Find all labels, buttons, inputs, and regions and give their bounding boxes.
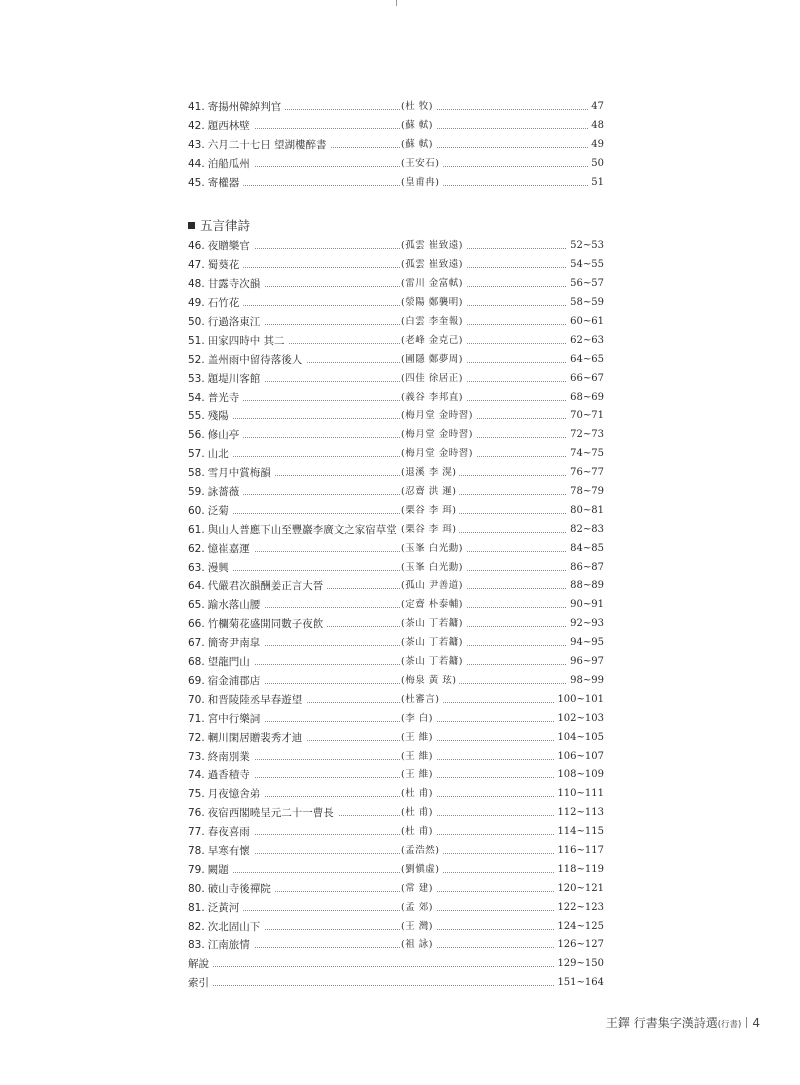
entry-page: 92~93 [567, 615, 604, 634]
entry-number: 83. [188, 939, 205, 952]
entry-author: (栗谷 李 珥) [400, 521, 459, 540]
toc-entry [188, 785, 604, 804]
entry-author: (茶山 丁若鏞) [400, 653, 466, 672]
entry-page: 126~127 [554, 936, 604, 955]
entry-title: 簡寄尹南皐 [207, 637, 261, 650]
entry-number: 56. [188, 429, 205, 442]
entry-title-group [188, 936, 254, 955]
entry-page: 50 [588, 155, 604, 174]
entry-number: 67. [188, 637, 205, 650]
entry-page: 47 [588, 98, 604, 117]
dot-leader [188, 418, 604, 419]
toc-entry [188, 483, 604, 502]
entry-page: 62~63 [567, 332, 604, 351]
entry-number: 47. [188, 259, 205, 272]
entry-author: (祖 詠) [400, 936, 436, 955]
entry-title: 夜宿西閣曉呈元二十一曹長 [207, 807, 334, 820]
entry-page: 68~69 [567, 389, 604, 408]
entry-page: 64~65 [567, 351, 604, 370]
entry-title-group [188, 596, 264, 615]
entry-author: (皇甫冉) [400, 174, 442, 193]
toc-entry [188, 918, 604, 937]
entry-page: 112~113 [554, 804, 604, 823]
entry-title: 泛菊 [207, 504, 229, 517]
entry-author: (常 建) [400, 880, 436, 899]
entry-number: 69. [188, 674, 205, 687]
entry-title-group [188, 117, 254, 136]
entry-number: 52. [188, 353, 205, 366]
toc-entry [188, 275, 604, 294]
entry-author: (白雲 李奎報) [400, 313, 466, 332]
entry-title: 石竹花 [207, 297, 240, 310]
entry-title-group [188, 861, 233, 880]
entry-number: 43. [188, 138, 205, 151]
dot-leader [188, 185, 604, 186]
toc-entry [188, 729, 604, 748]
entry-title: 泛黃河 [207, 901, 240, 914]
entry-author: (退溪 李 滉) [400, 464, 459, 483]
entry-author: (杜 甫) [400, 785, 436, 804]
toc-entry [188, 389, 604, 408]
toc-entry [188, 861, 604, 880]
entry-page: 129~150 [554, 955, 604, 974]
entry-title-group [188, 483, 243, 502]
section-heading-label: 五言律詩 [200, 218, 251, 234]
entry-author: (杜 甫) [400, 823, 436, 842]
entry-page: 60~61 [567, 313, 604, 332]
entry-author: (王 維) [400, 729, 436, 748]
dot-leader [188, 872, 604, 873]
entry-page: 106~107 [554, 748, 604, 767]
toc-entry [188, 502, 604, 521]
dot-leader [188, 513, 604, 514]
entry-title: 蜀葵花 [207, 259, 240, 272]
entry-title: 江南旅情 [207, 939, 250, 952]
entry-title: 次北固山下 [207, 920, 261, 933]
entry-author: (王 灣) [400, 918, 436, 937]
entry-title-group [188, 653, 254, 672]
entry-title: 漫興 [207, 561, 229, 574]
entry-title-group [188, 275, 264, 294]
entry-title-group [188, 729, 306, 748]
entry-page: 116~117 [554, 842, 604, 861]
entry-number: 62. [188, 542, 205, 555]
entry-number: 57. [188, 448, 205, 461]
entry-number: 81. [188, 901, 205, 914]
entry-author: (李 白) [400, 710, 436, 729]
entry-title-group [188, 502, 233, 521]
entry-author: (梅月堂 金時習) [400, 407, 476, 426]
toc-entry [188, 521, 604, 540]
entry-page: 74~75 [567, 445, 604, 464]
entry-title: 憶崔嘉運 [207, 542, 250, 555]
footer-subtitle: (行書) [717, 1020, 742, 1030]
entry-author: (定齋 朴泰輔) [400, 596, 466, 615]
entry-author: (王 維) [400, 766, 436, 785]
entry-title: 月夜憶舍弟 [207, 788, 261, 801]
entry-title: 踰水落山腰 [207, 599, 261, 612]
entry-title: 甘露寺次韻 [207, 278, 261, 291]
entry-title-group [188, 426, 243, 445]
entry-title-group [188, 174, 243, 193]
toc-entry [188, 237, 604, 256]
entry-title-group [188, 155, 254, 174]
entry-number: 53. [188, 372, 205, 385]
toc-entry [188, 98, 604, 117]
entry-page: 120~121 [554, 880, 604, 899]
toc-entry [188, 577, 604, 596]
entry-number: 55. [188, 410, 205, 423]
entry-page: 49 [588, 136, 604, 155]
entry-title: 泊船瓜州 [207, 157, 250, 170]
dot-leader [188, 456, 604, 457]
entry-title: 宮中行樂詞 [207, 712, 261, 725]
toc-entry [188, 445, 604, 464]
entry-author: (義谷 李邦直) [400, 389, 466, 408]
entry-page: 82~83 [567, 521, 604, 540]
entry-page: 51 [588, 174, 604, 193]
entry-number: 60. [188, 504, 205, 517]
entry-author: (滎陽 鄭襲明) [400, 294, 466, 313]
entry-title: 早寒有懷 [207, 844, 250, 857]
square-bullet-icon [188, 222, 195, 229]
entry-title: 和晋陵陸丞早春遊望 [207, 693, 303, 706]
toc-entry [188, 464, 604, 483]
entry-title: 雪月中賞梅韻 [207, 467, 271, 480]
entry-author: (玉峯 白光勳) [400, 559, 466, 578]
entry-page: 114~115 [554, 823, 604, 842]
entry-title-group [188, 955, 213, 974]
entry-number: 44. [188, 157, 205, 170]
entry-title: 田家四時中 其二 [207, 334, 285, 347]
entry-title: 夜贈樂官 [207, 240, 250, 253]
entry-number: 74. [188, 769, 205, 782]
entry-title-group [188, 559, 233, 578]
entry-title-group [188, 899, 243, 918]
entry-number: 58. [188, 467, 205, 480]
entry-page: 54~55 [567, 256, 604, 275]
entry-page: 98~99 [567, 672, 604, 691]
entry-author: (老峰 金克己) [400, 332, 466, 351]
toc-entry [188, 672, 604, 691]
entry-title-group [188, 842, 254, 861]
entry-number: 68. [188, 656, 205, 669]
toc-entry [188, 174, 604, 193]
entry-number: 76. [188, 807, 205, 820]
toc-entry [188, 974, 604, 993]
toc-entry [188, 766, 604, 785]
entry-author: (杜 牧) [400, 98, 436, 117]
entry-title: 闕題 [207, 863, 229, 876]
toc-entry [188, 710, 604, 729]
dot-leader [188, 400, 604, 401]
toc-entry [188, 936, 604, 955]
entry-number: 75. [188, 788, 205, 801]
toc-list-continued [188, 98, 604, 192]
entry-number: 66. [188, 618, 205, 631]
dot-leader [188, 570, 604, 571]
entry-page: 108~109 [554, 766, 604, 785]
entry-page: 58~59 [567, 294, 604, 313]
entry-author: (梅月堂 金時習) [400, 445, 476, 464]
toc-entry [188, 634, 604, 653]
entry-page: 94~95 [567, 634, 604, 653]
entry-author: (茶山 丁若鏞) [400, 615, 466, 634]
entry-title: 竹欄菊花盛開同數子夜飮 [207, 618, 324, 631]
toc-entry [188, 294, 604, 313]
entry-page: 76~77 [567, 464, 604, 483]
entry-number: 72. [188, 731, 205, 744]
entry-author: (杜 甫) [400, 804, 436, 823]
page-footer [606, 1014, 760, 1031]
entry-author: (劉愼虛) [400, 861, 442, 880]
entry-title-group [188, 710, 264, 729]
entry-author: (孟 郊) [400, 899, 436, 918]
entry-title-group [188, 918, 264, 937]
entry-title: 修山亭 [207, 429, 240, 442]
entry-number: 51. [188, 334, 205, 347]
dot-leader [188, 966, 604, 967]
dot-leader [188, 267, 604, 268]
entry-page: 124~125 [554, 918, 604, 937]
entry-number: 49. [188, 297, 205, 310]
entry-page: 66~67 [567, 370, 604, 389]
entry-number: 79. [188, 863, 205, 876]
entry-title-group [188, 615, 327, 634]
entry-title-group [188, 294, 243, 313]
entry-title-group [188, 521, 401, 540]
entry-number: 54. [188, 391, 205, 404]
toc-entry [188, 351, 604, 370]
toc-entry [188, 370, 604, 389]
toc-entry [188, 691, 604, 710]
entry-title-group [188, 256, 243, 275]
toc-entry [188, 117, 604, 136]
toc-entry [188, 155, 604, 174]
toc-entry [188, 842, 604, 861]
entry-page: 96~97 [567, 653, 604, 672]
entry-number: 71. [188, 712, 205, 725]
entry-title: 索引 [188, 977, 209, 990]
entry-title: 望龍門山 [207, 656, 250, 669]
entry-title-group [188, 804, 338, 823]
toc-entry [188, 256, 604, 275]
entry-title-group [188, 351, 306, 370]
entry-page: 84~85 [567, 540, 604, 559]
entry-author: (玉峯 白光勳) [400, 540, 466, 559]
entry-page: 104~105 [554, 729, 604, 748]
entry-author: (栗谷 李 珥) [400, 502, 459, 521]
entry-title: 破山寺後禪院 [207, 882, 271, 895]
entry-number: 70. [188, 693, 205, 706]
entry-title: 輞川閑居贈裴秀才迪 [207, 731, 303, 744]
entry-title: 題堤川客館 [207, 372, 261, 385]
toc-entry [188, 899, 604, 918]
entry-author: (梅月堂 金時習) [400, 426, 476, 445]
footer-book-title: 王鐸 行書集字漢詩選 [605, 1016, 718, 1030]
entry-title-group [188, 785, 264, 804]
toc-entry [188, 559, 604, 578]
entry-page: 80~81 [567, 502, 604, 521]
entry-number: 78. [188, 844, 205, 857]
entry-title-group [188, 634, 264, 653]
toc-entry [188, 313, 604, 332]
entry-author: (圃隱 鄭夢周) [400, 351, 466, 370]
entry-number: 50. [188, 316, 205, 329]
entry-title-group [188, 237, 254, 256]
entry-author: (忍齋 洪 暹) [400, 483, 459, 502]
entry-title-group [188, 691, 306, 710]
entry-number: 77. [188, 826, 205, 839]
entry-title: 普光寺 [207, 391, 240, 404]
entry-title-group [188, 880, 275, 899]
entry-author: (杜審言) [400, 691, 442, 710]
entry-title-group [188, 748, 254, 767]
entry-number: 73. [188, 750, 205, 763]
dot-leader [188, 910, 604, 911]
entry-number: 48. [188, 278, 205, 291]
entry-author: (孤雲 崔致遠) [400, 256, 466, 275]
toc-entry [188, 426, 604, 445]
entry-page: 110~111 [554, 785, 604, 804]
dot-leader [188, 437, 604, 438]
entry-title: 六月二十七日 望湖樓醉書 [207, 138, 327, 151]
entry-author: (孟浩然) [400, 842, 442, 861]
entry-author: (茶山 丁若鏞) [400, 634, 466, 653]
entry-page: 72~73 [567, 426, 604, 445]
entry-title: 行過洛東江 [207, 316, 261, 329]
entry-title-group [188, 313, 264, 332]
entry-page: 118~119 [554, 861, 604, 880]
entry-author: (蘇 軾) [400, 136, 436, 155]
entry-page: 122~123 [554, 899, 604, 918]
entry-number: 82. [188, 920, 205, 933]
entry-page: 48 [588, 117, 604, 136]
entry-page: 56~57 [567, 275, 604, 294]
entry-title-group [188, 766, 254, 785]
toc-entry [188, 540, 604, 559]
entry-author: (孤山 尹善道) [400, 577, 466, 596]
entry-page: 78~79 [567, 483, 604, 502]
entry-title: 寄權器 [207, 176, 240, 189]
entry-title-group [188, 136, 331, 155]
entry-page: 151~164 [554, 974, 604, 993]
entry-number: 61. [188, 523, 205, 536]
entry-number: 45. [188, 176, 205, 189]
entry-title: 題西林壁 [207, 119, 250, 132]
toc-entry [188, 748, 604, 767]
entry-title-group [188, 389, 243, 408]
entry-title-group [188, 445, 233, 464]
entry-number: 59. [188, 486, 205, 499]
entry-number: 80. [188, 882, 205, 895]
entry-title: 解說 [188, 958, 209, 971]
entry-page: 88~89 [567, 577, 604, 596]
entry-page: 70~71 [567, 407, 604, 426]
entry-author: (四佳 徐居正) [400, 370, 466, 389]
toc-entry [188, 332, 604, 351]
toc-entry [188, 407, 604, 426]
entry-title-group [188, 464, 275, 483]
toc-entry [188, 880, 604, 899]
entry-title: 過香積寺 [207, 769, 250, 782]
entry-title: 盖州雨中留待落後人 [207, 353, 303, 366]
entry-title: 詠薔薇 [207, 486, 240, 499]
dot-leader [188, 494, 604, 495]
entry-page: 102~103 [554, 710, 604, 729]
toc-entry [188, 615, 604, 634]
entry-number: 63. [188, 561, 205, 574]
entry-title: 宿金浦郡店 [207, 674, 261, 687]
entry-title: 與山人普應下山至豐巖李廣文之家宿草堂 [207, 523, 397, 536]
entry-page: 52~53 [567, 237, 604, 256]
dot-leader [188, 985, 604, 986]
entry-title-group [188, 672, 264, 691]
entry-author: (蘇 軾) [400, 117, 436, 136]
dot-leader [188, 305, 604, 306]
entry-title: 終南別業 [207, 750, 250, 763]
entry-title: 春夜喜雨 [207, 826, 250, 839]
crop-mark [396, 0, 397, 6]
entry-page: 86~87 [567, 559, 604, 578]
entry-page: 100~101 [554, 691, 604, 710]
toc-entry [188, 955, 604, 974]
entry-number: 64. [188, 580, 205, 593]
entry-title-group [188, 407, 233, 426]
toc-entry [188, 823, 604, 842]
toc-entry [188, 596, 604, 615]
entry-title: 寄揚州韓綽判官 [207, 101, 282, 113]
entry-number: 46. [188, 240, 205, 253]
entry-title-group [188, 823, 254, 842]
entry-title: 殘陽 [207, 410, 229, 423]
table-of-contents [188, 98, 604, 993]
entry-number: 41. [188, 101, 205, 113]
entry-author: (雷川 金富軾) [400, 275, 466, 294]
entry-author: (王安石) [400, 155, 442, 174]
entry-title-group [188, 332, 289, 351]
entry-number: 42. [188, 119, 205, 132]
toc-entry [188, 136, 604, 155]
entry-title-group [188, 540, 254, 559]
entry-title: 代嚴君次韻酬姜正言大晉 [207, 580, 324, 593]
section-heading-wuyan [188, 215, 604, 237]
entry-number: 65. [188, 599, 205, 612]
entry-author: (梅泉 黃 玹) [400, 672, 459, 691]
entry-title-group [188, 577, 327, 596]
entry-title-group [188, 974, 213, 993]
footer-divider [746, 1017, 747, 1028]
toc-list-appendix [188, 955, 604, 993]
toc-entry [188, 653, 604, 672]
toc-list-wuyan [188, 237, 604, 955]
entry-title: 山北 [207, 448, 229, 461]
entry-author: (孤雲 崔致遠) [400, 237, 466, 256]
entry-title-group [188, 98, 285, 117]
toc-entry [188, 804, 604, 823]
entry-author: (王 維) [400, 748, 436, 767]
entry-title-group [188, 370, 264, 389]
footer-page-number: 4 [752, 1016, 760, 1030]
entry-page: 90~91 [567, 596, 604, 615]
